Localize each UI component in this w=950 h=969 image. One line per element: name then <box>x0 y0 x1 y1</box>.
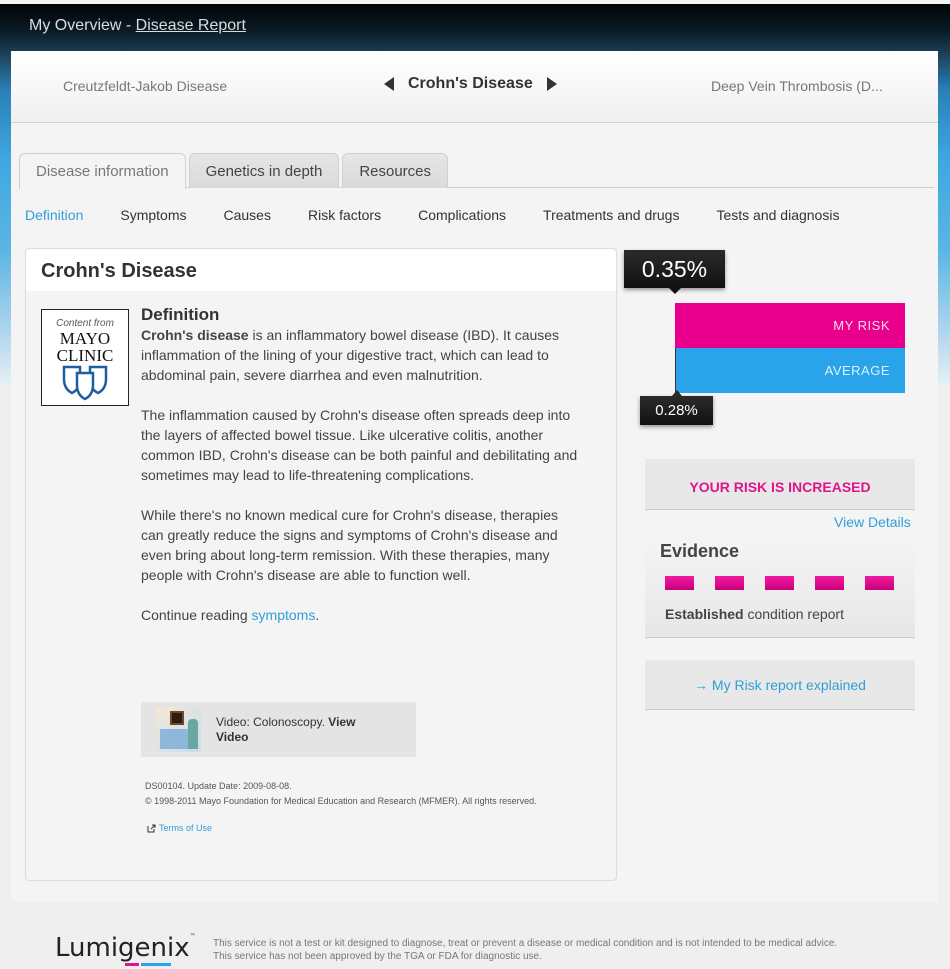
arrow-right-icon: → <box>694 677 709 693</box>
article-meta <box>145 779 537 809</box>
previous-disease-link[interactable]: Creutzfeldt-Jakob Disease <box>63 78 228 94</box>
risk-report-explained-button[interactable] <box>645 660 915 710</box>
mayo-shields-icon <box>60 365 110 401</box>
paragraph-1-text: is an inflammatory bowel disease (IBD). It causes inflammation of the lining of your digestive tract, which can lead to abdominal pain, severe diarrhea and even malnutrition. <box>141 327 560 383</box>
mayo-clinic-logo <box>41 309 129 406</box>
terms-of-use-link[interactable]: Terms of Use <box>159 823 213 833</box>
content-title: Crohn's Disease <box>26 249 616 291</box>
my-risk-bar: MY RISK <box>675 303 905 348</box>
subnav-symptoms[interactable]: Symptoms <box>120 207 187 223</box>
disease-report-link[interactable]: Disease Report <box>135 17 246 34</box>
term-bold: Crohn's disease <box>141 327 249 343</box>
logo-line1: MAYO <box>59 329 111 348</box>
tab-bar <box>19 153 934 188</box>
evidence-level-block <box>765 576 794 590</box>
symptoms-link[interactable]: symptoms <box>251 607 316 623</box>
section-subnav <box>25 207 876 223</box>
content-card <box>25 248 617 881</box>
brand-name: Lumigenix <box>55 933 190 963</box>
subnav-tests-and-diagnosis[interactable]: Tests and diagnosis <box>716 207 840 223</box>
next-disease-link[interactable]: Deep Vein Thrombosis (D... <box>711 78 883 94</box>
view-video-link[interactable]: View Video <box>216 714 356 744</box>
evidence-level-block <box>865 576 894 590</box>
lumigenix-logo <box>55 933 196 963</box>
logo-accent-blue <box>141 963 171 966</box>
disclaimer <box>213 937 837 963</box>
subnav-treatments-and-drugs[interactable]: Treatments and drugs <box>543 207 680 223</box>
evidence-title: Evidence <box>660 541 740 561</box>
risk-status: YOUR RISK IS INCREASED <box>645 459 915 510</box>
evidence-label <box>665 606 844 622</box>
tab-resources[interactable]: Resources <box>342 153 448 188</box>
risk-chart <box>621 250 921 440</box>
paragraph-1 <box>141 325 581 385</box>
trademark: ™ <box>189 933 196 940</box>
title-prefix: My Overview - <box>29 17 136 34</box>
subnav-definition[interactable]: Definition <box>25 207 84 223</box>
risk-report-explained-label: My Risk report explained <box>711 677 866 693</box>
video-thumbnail[interactable] <box>156 707 201 752</box>
paragraph-3: While there's no known medical cure for Crohn's disease, therapies can greatly reduce the signs and symptoms of Crohn's disease and even bring about long-term remission. With these therapies, many people with Crohn's disease are able to function well. <box>141 507 558 583</box>
video-box[interactable] <box>141 702 416 757</box>
evidence-level-block <box>815 576 844 590</box>
logo-content-from: Content from <box>56 318 114 329</box>
current-disease <box>384 75 557 93</box>
evidence-label-text: condition report <box>743 606 844 622</box>
disease-navigator <box>11 51 938 123</box>
update-date: DS00104. Update Date: 2009-08-08. <box>145 781 292 791</box>
disclaimer-line-1: This service is not a test or kit designed to diagnose, treat or prevent a disease or medical condition and is not intended to be medical advice. <box>213 938 838 949</box>
view-details-link[interactable]: View Details <box>834 514 911 530</box>
logo-accent-pink <box>125 963 139 966</box>
subnav-causes[interactable]: Causes <box>223 207 271 223</box>
main-panel <box>11 51 938 901</box>
evidence-level: Established <box>665 606 744 622</box>
video-caption <box>216 715 386 745</box>
evidence-panel <box>645 538 915 638</box>
top-border <box>0 0 950 4</box>
footer <box>0 908 950 969</box>
page-title <box>29 17 246 35</box>
terms-of-use[interactable] <box>147 823 212 833</box>
next-arrow-icon[interactable] <box>547 77 557 91</box>
article-body <box>141 305 581 645</box>
evidence-level-indicator <box>665 576 894 590</box>
paragraph-2: The inflammation caused by Crohn's disease often spreads deep into the layers of affected bowel tissue. Like ulcerative colitis, another common IBD, Crohn's disease can be both painful and debilitating and sometimes may lead to life-threatening complications. <box>141 407 578 483</box>
subnav-complications[interactable]: Complications <box>418 207 507 223</box>
subnav-risk-factors[interactable]: Risk factors <box>307 207 382 223</box>
continue-suffix: . <box>315 607 320 623</box>
copyright: © 1998-2011 Mayo Foundation for Medical Education and Research (MFMER). All rights reserved. <box>145 796 537 806</box>
section-heading: Definition <box>141 305 220 324</box>
evidence-level-block <box>665 576 694 590</box>
average-risk-value: 0.28% <box>640 396 713 425</box>
my-risk-value: 0.35% <box>624 250 725 288</box>
disclaimer-line-2: This service has not been approved by the TGA or FDA for diagnostic use. <box>213 951 542 962</box>
average-risk-bar: AVERAGE <box>675 348 905 393</box>
continue-reading <box>141 605 581 625</box>
tab-disease-information[interactable]: Disease information <box>19 153 186 189</box>
previous-arrow-icon[interactable] <box>384 77 394 91</box>
current-disease-label: Crohn's Disease <box>408 75 533 92</box>
logo-line2: CLINIC <box>56 346 114 365</box>
continue-prefix: Continue reading <box>141 607 252 623</box>
external-link-icon <box>147 824 156 833</box>
video-title: Video: Colonoscopy. <box>216 714 329 729</box>
tab-genetics-in-depth[interactable]: Genetics in depth <box>189 153 340 188</box>
evidence-level-block <box>715 576 744 590</box>
